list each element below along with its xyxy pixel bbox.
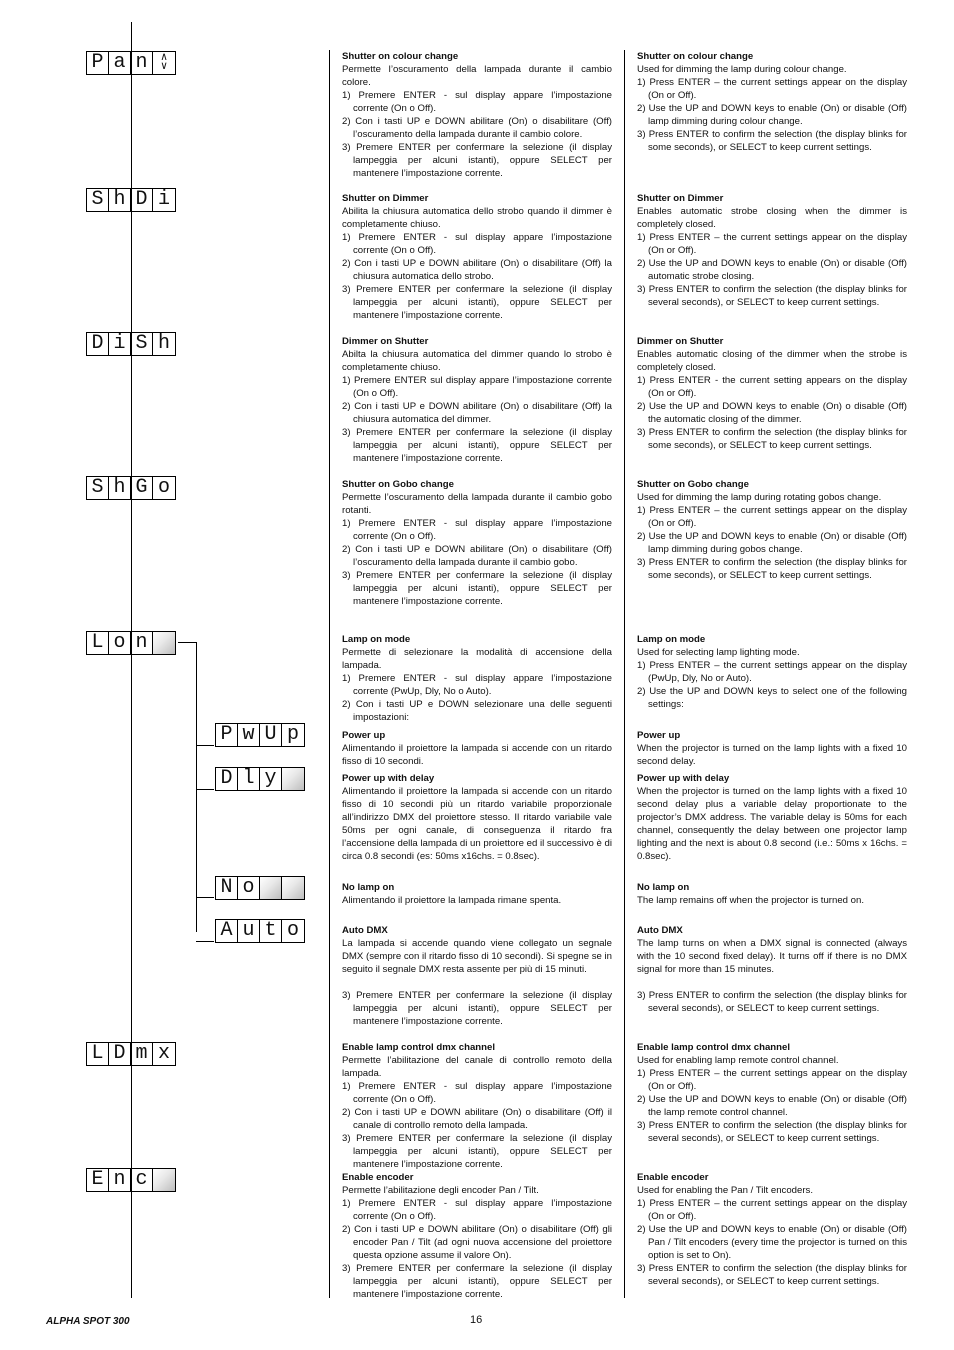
display-blank-cell bbox=[282, 768, 304, 790]
en-lamp-control-dmx bbox=[637, 1041, 907, 1145]
display-char: i bbox=[109, 333, 131, 355]
step: 2) Con i tasti UP e DOWN abilitare (On) o disabilitare (Off) l’oscuramento della lampada durante il cambio gobo. bbox=[342, 544, 612, 568]
display-char: D bbox=[109, 1043, 131, 1065]
section-title: No lamp on bbox=[342, 882, 395, 893]
display-no bbox=[215, 876, 305, 900]
display-char: n bbox=[131, 52, 153, 74]
step: 1) Premere ENTER - sul display appare l’impostazione corrente (On o Off). bbox=[342, 1198, 612, 1222]
step: 2) Con i tasti UP e DOWN abilitare (On) o disabilitare (Off) gli encoder Pan / Tilt (ad ogni nuova accensione del proiettore questa opzione assume il valore On). bbox=[342, 1224, 612, 1261]
section-intro: Used for enabling lamp remote control channel. bbox=[637, 1055, 839, 1066]
display-char: G bbox=[131, 477, 153, 499]
display-char: o bbox=[286, 919, 299, 942]
section-title: Power up with delay bbox=[637, 773, 730, 784]
section-title: Enable lamp control dmx channel bbox=[637, 1042, 790, 1053]
it-shutter-colour bbox=[342, 50, 612, 180]
display-char: L bbox=[87, 632, 109, 654]
step: 1) Press ENTER - the current setting appears on the display (On or Off). bbox=[637, 375, 907, 399]
step: 2) Use the UP and DOWN keys to enable (On) or disable (Off) the lamp remote control channel. bbox=[637, 1094, 907, 1118]
step: 2) Con i tasti UP e DOWN abilitare (On) o disabilitare (Off) l’oscuramento della lampada durante il cambio colore. bbox=[342, 116, 612, 140]
step: 1) Press ENTER – the current settings appear on the display (On or Off). bbox=[637, 1198, 907, 1222]
section-title: Shutter on Gobo change bbox=[342, 479, 454, 490]
display-char: o bbox=[109, 632, 131, 654]
en-lamp-on-mode bbox=[637, 633, 907, 711]
step: 3) Premere ENTER per confermare la selezione (il display lampeggia per alcuni istanti), oppure SELECT per mantenere l’impostazione corrente. bbox=[342, 990, 612, 1027]
step: 3) Press ENTER to confirm the selection (the display blinks for several seconds), or SELECT to keep current settings. bbox=[637, 284, 907, 308]
step: 3) Premere ENTER per confermare la selezione (il display lampeggia per alcuni istanti), oppure SELECT per mantenere l’impostazione corrente. bbox=[342, 1133, 612, 1170]
section-intro: Enables automatic strobe closing when the dimmer is completely closed. bbox=[637, 206, 907, 230]
display-char: i bbox=[157, 188, 170, 211]
en-power-up bbox=[637, 729, 907, 768]
section-body: The lamp remains off when the projector is turned on. bbox=[637, 895, 864, 906]
display-blank-cell bbox=[153, 632, 175, 654]
section-title: Auto DMX bbox=[637, 925, 683, 936]
step: 2) Con i tasti UP e DOWN abilitare (On) o disabilitare (Off) la chiusura automatica del dimmer. bbox=[342, 401, 612, 425]
display-blank-cell bbox=[282, 877, 304, 899]
step: 1) Premere ENTER - sul display appare l’impostazione corrente (On o Off). bbox=[342, 90, 612, 114]
section-body: When the projector is turned on the lamp lights with a fixed 10 second delay plus a variable delay proportionate to the projector’s DMX address. The variable delay is 50ms for each channel, consequently the delay between one projector lamp lighting and the next is about 0.8 second (i.e.: 50ms x 16chs. = 0.8sec). bbox=[637, 786, 907, 862]
display-dish bbox=[86, 332, 176, 356]
section-title: Power up bbox=[342, 730, 386, 741]
section-title: Lamp on mode bbox=[637, 634, 706, 645]
section-title: Power up with delay bbox=[342, 773, 435, 784]
it-lamp-on-mode bbox=[342, 633, 612, 724]
branch-no bbox=[196, 897, 214, 898]
lamp-on-branch-horizontal bbox=[178, 642, 196, 643]
column-divider-right bbox=[624, 50, 625, 1298]
lamp-on-branch-vertical bbox=[196, 642, 197, 932]
step: 3) Press ENTER to confirm the selection (the display blinks for several seconds), or SELECT to keep current settings. bbox=[637, 1120, 907, 1144]
display-lon bbox=[86, 631, 176, 655]
display-char: L bbox=[87, 1043, 109, 1065]
section-title: Shutter on Gobo change bbox=[637, 479, 749, 490]
step: 2) Con i tasti UP e DOWN abilitare (On) o disabilitare (Off) il canale di controllo remoto della lampada. bbox=[342, 1107, 612, 1131]
product-name: ALPHA SPOT 300 bbox=[46, 1316, 130, 1327]
section-intro: Permette l’abilitazione degli encoder Pan / Tilt. bbox=[342, 1185, 539, 1196]
step: 3) Press ENTER to confirm the selection (the display blinks for some seconds), or SELECT to keep current settings. bbox=[637, 129, 907, 153]
section-intro: Used for dimming the lamp during colour change. bbox=[637, 64, 847, 75]
it-power-up-delay bbox=[342, 772, 612, 863]
display-char: x bbox=[157, 1042, 170, 1065]
section-intro: Permette l’oscuramento della lampada durante il cambio gobo rotanti. bbox=[342, 492, 612, 516]
display-char: A bbox=[216, 920, 238, 942]
section-title: Dimmer on Shutter bbox=[637, 336, 724, 347]
display-shdi bbox=[86, 188, 176, 212]
display-char: n bbox=[109, 1169, 131, 1191]
step: 2) Use the UP and DOWN keys to enable (On) or disable (Off) lamp dimming during gobos change. bbox=[637, 531, 907, 555]
section-body: Alimentando il proiettore la lampada rimane spenta. bbox=[342, 895, 562, 906]
step: 3) Press ENTER to confirm the selection (the display blinks for some seconds), or SELECT to keep current settings. bbox=[637, 427, 907, 451]
display-char: c bbox=[131, 1169, 153, 1191]
step: 1) Premere ENTER - sul display appare l’impostazione corrente (On o Off). bbox=[342, 1081, 612, 1105]
step: 1) Premere ENTER - sul display appare l’impostazione corrente (On o Off). bbox=[342, 232, 612, 256]
section-title: Dimmer on Shutter bbox=[342, 336, 429, 347]
display-char: E bbox=[87, 1169, 109, 1191]
step: 3) Press ENTER to confirm the selection (the display blinks for some seconds), or SELECT to keep current settings. bbox=[637, 557, 907, 581]
step: 1) Premere ENTER - sul display appare l’impostazione corrente (On o Off). bbox=[342, 518, 612, 542]
step: 1) Press ENTER – the current settings appear on the display (On or Off). bbox=[637, 77, 907, 101]
section-title: Shutter on Dimmer bbox=[637, 193, 724, 204]
display-enc bbox=[86, 1168, 176, 1192]
step: 3) Press ENTER to confirm the selection (the display blinks for several seconds), or SELECT to keep current settings. bbox=[637, 1263, 907, 1287]
display-blank-cell bbox=[260, 877, 282, 899]
section-intro: Used for dimming the lamp during rotating gobos change. bbox=[637, 492, 882, 503]
display-auto bbox=[215, 919, 305, 943]
section-title: Power up bbox=[637, 730, 681, 741]
display-char: w bbox=[238, 724, 260, 746]
step: 2) Use the UP and DOWN keys to enable (On) or disable (Off) Pan / Tilt encoders (every time the projector is turned on this option is set to On). bbox=[637, 1224, 907, 1261]
display-ldmx bbox=[86, 1042, 176, 1066]
en-shutter-colour bbox=[637, 50, 907, 154]
en-power-up-delay bbox=[637, 772, 907, 863]
branch-pwup bbox=[196, 745, 214, 746]
display-dly bbox=[215, 767, 305, 791]
step: 2) Con i tasti UP e DOWN abilitare (On) o disabilitare (Off) la chiusura automatica dello strobo. bbox=[342, 258, 612, 282]
section-body: When the projector is turned on the lamp lights with a fixed 10 second delay. bbox=[637, 743, 907, 767]
section-title: Lamp on mode bbox=[342, 634, 411, 645]
section-intro: Abilita la chiusura automatica dello strobo quando il dimmer è completamente chiuso. bbox=[342, 206, 612, 230]
display-char: o bbox=[238, 877, 260, 899]
display-char: S bbox=[131, 333, 153, 355]
section-title: Enable lamp control dmx channel bbox=[342, 1042, 495, 1053]
section-intro: Abilta la chiusura automatica del dimmer quando lo strobo è completamente chiuso. bbox=[342, 349, 612, 373]
menu-tree-main-line bbox=[131, 22, 132, 1298]
step: 2) Con i tasti UP e DOWN selezionare una delle seguenti impostazioni: bbox=[342, 699, 612, 723]
step: 2) Use the UP and DOWN keys to select one of the following settings: bbox=[637, 686, 907, 710]
section-body: Alimentando il proiettore la lampada si accende con un ritardo fisso di 10 secondi. bbox=[342, 743, 612, 767]
display-char: n bbox=[131, 632, 153, 654]
display-char: y bbox=[260, 768, 282, 790]
display-char: D bbox=[216, 768, 238, 790]
display-shgo bbox=[86, 476, 176, 500]
display-char: l bbox=[238, 768, 260, 790]
display-pwup bbox=[215, 723, 305, 747]
section-title: No lamp on bbox=[637, 882, 690, 893]
en-auto-dmx bbox=[637, 924, 907, 1015]
it-auto-dmx bbox=[342, 924, 612, 1028]
display-char: D bbox=[87, 333, 109, 355]
display-char: h bbox=[109, 477, 131, 499]
page-number: 16 bbox=[470, 1314, 483, 1326]
display-char: U bbox=[260, 724, 282, 746]
it-power-up bbox=[342, 729, 612, 768]
step: 3) Press ENTER to confirm the selection (the display blinks for several seconds), or SELECT to keep current settings. bbox=[637, 990, 907, 1014]
display-char: h bbox=[157, 332, 170, 355]
up-down-arrow-icon: ∧ ∨ bbox=[160, 52, 168, 73]
display-char: p bbox=[286, 723, 299, 746]
display-char: h bbox=[109, 189, 131, 211]
section-title: Shutter on colour change bbox=[637, 51, 754, 62]
section-title: Auto DMX bbox=[342, 925, 388, 936]
display-char: t bbox=[260, 920, 282, 942]
display-blank-cell bbox=[153, 1169, 175, 1191]
section-body: Alimentando il proiettore la lampada si accende con un ritardo fisso di 10 secondi più un ritardo variabile proporzionale all’indirizzo DMX del proiettore stesso. Il ritardo variabile vale 50ms per ogni canale, di conseguenza il ritardo fra l’accensione della lampada di un proiettore ed il successivo è di circa 0.8 secondi (es: 50ms x16chs. = 0.8sec). bbox=[342, 786, 612, 862]
branch-auto bbox=[196, 941, 214, 942]
branch-dly bbox=[196, 789, 214, 790]
display-char: o bbox=[157, 476, 170, 499]
step: 1) Press ENTER – the current settings appear on the display (On or Off). bbox=[637, 505, 907, 529]
en-enable-encoder bbox=[637, 1171, 907, 1288]
en-no-lamp-on bbox=[637, 881, 907, 907]
display-char: a bbox=[109, 52, 131, 74]
section-body: The lamp turns on when a DMX signal is connected (always with the 10 second fixed delay). It turns off if there is no DMX signal for more than 15 minutes. bbox=[637, 938, 907, 975]
display-char: S bbox=[87, 189, 109, 211]
section-intro: Used for selecting lamp lighting mode. bbox=[637, 647, 800, 658]
step: 3) Premere ENTER per confermare la selezione (il display lampeggia per alcuni istanti), oppure SELECT per mantenere l’impostazione corrente. bbox=[342, 1263, 612, 1300]
it-dimmer-shutter bbox=[342, 335, 612, 465]
step: 1) Press ENTER – the current settings appear on the display (On or Off). bbox=[637, 1068, 907, 1092]
en-shutter-gobo bbox=[637, 478, 907, 582]
step: 1) Press ENTER – the current settings appear on the display (On or Off). bbox=[637, 232, 907, 256]
step: 2) Use the UP and DOWN keys to enable (On) or disable (Off) lamp dimming during colour change. bbox=[637, 103, 907, 127]
display-char: P bbox=[87, 52, 109, 74]
section-title: Enable encoder bbox=[637, 1172, 709, 1183]
display-char: u bbox=[238, 920, 260, 942]
step: 3) Premere ENTER per confermare la selezione (il display lampeggia per alcuni istanti), oppure SELECT per mantenere l’impostazione corrente. bbox=[342, 427, 612, 464]
display-pan bbox=[86, 51, 176, 75]
it-shutter-gobo bbox=[342, 478, 612, 608]
step: 1) Premere ENTER sul display appare l’impostazione corrente (On o Off). bbox=[342, 375, 612, 399]
section-body: La lampada si accende quando viene collegato un segnale DMX (sempre con il ritardo fisso di 10 secondi). Si spegne se in seguito il segnale DMX resta assente per più di 15 minuti. bbox=[342, 938, 612, 975]
column-divider-left bbox=[329, 50, 330, 1298]
step: 1) Press ENTER – the current settings appear on the display (PwUp, Dly, No or Auto). bbox=[637, 660, 907, 684]
step: 3) Premere ENTER per confermare la selezione (il display lampeggia per alcuni istanti), oppure SELECT per mantenere l’impostazione corrente. bbox=[342, 570, 612, 607]
section-title: Shutter on Dimmer bbox=[342, 193, 429, 204]
step: 2) Use the UP and DOWN keys to enable (On) or disable (Off) automatic strobe closing. bbox=[637, 258, 907, 282]
it-shutter-dimmer bbox=[342, 192, 612, 322]
section-intro: Enables automatic closing of the dimmer when the strobe is completely closed. bbox=[637, 349, 907, 373]
section-intro: Permette l’abilitazione del canale di controllo remoto della lampada. bbox=[342, 1055, 612, 1079]
display-char: N bbox=[216, 877, 238, 899]
step: 3) Premere ENTER per confermare la selezione (il display lampeggia per alcuni istanti), oppure SELECT per mantenere l’impostazione corrente. bbox=[342, 284, 612, 321]
section-intro: Permette l’oscuramento della lampada durante il cambio colore. bbox=[342, 64, 612, 88]
section-title: Shutter on colour change bbox=[342, 51, 459, 62]
display-char: D bbox=[131, 189, 153, 211]
en-dimmer-shutter bbox=[637, 335, 907, 452]
display-char: P bbox=[216, 724, 238, 746]
display-char: m bbox=[131, 1043, 153, 1065]
it-lamp-control-dmx bbox=[342, 1041, 612, 1171]
display-char: S bbox=[87, 477, 109, 499]
section-intro: Permette di selezionare la modalità di accensione della lampada. bbox=[342, 647, 612, 671]
step: 1) Premere ENTER - sul display appare l’impostazione corrente (PwUp, Dly, No o Auto). bbox=[342, 673, 612, 697]
it-enable-encoder bbox=[342, 1171, 612, 1301]
step: 2) Use the UP and DOWN keys to enable (On) o disable (Off) the automatic closing of the dimmer. bbox=[637, 401, 907, 425]
en-shutter-dimmer bbox=[637, 192, 907, 309]
section-title: Enable encoder bbox=[342, 1172, 414, 1183]
step: 3) Premere ENTER per confermare la selezione (il display lampeggia per alcuni istanti), oppure SELECT per mantenere l’impostazione corrente. bbox=[342, 142, 612, 179]
section-intro: Used for enabling the Pan / Tilt encoders. bbox=[637, 1185, 813, 1196]
it-no-lamp-on bbox=[342, 881, 612, 907]
